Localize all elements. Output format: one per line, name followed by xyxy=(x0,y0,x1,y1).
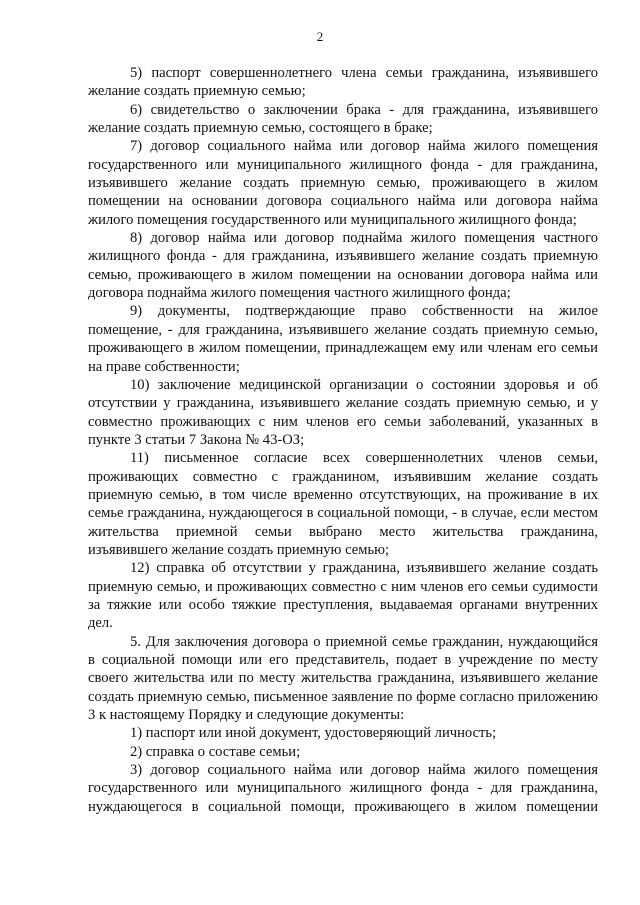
list-item-family-composition: 2) справка о составе семьи; xyxy=(130,743,301,760)
list-item-written-consent: 11) письменное согласие всех совершеннолетних членов семьи, проживающих совместно с гражданином, изъявившим желание создать приемную семью, в том числе временно отсутствующих, на проживание в их семье гражданина, нуждающегося в социальной помощи, - в случае, если местом жительства приемной семьи выбрано место жительства гражданина, изъявившего желание создать приемную семью; xyxy=(88,450,598,558)
document-body xyxy=(88,64,598,816)
list-item-passport-adult-member: 5) паспорт совершеннолетнего члена семьи гражданина, изъявившего желание создать приемную семью; xyxy=(88,65,598,100)
list-item-marriage-certificate: 6) свидетельство о заключении брака - для гражданина, изъявившего желание создать приемную семью, состоящего в браке; xyxy=(88,101,598,137)
list-item-medical-conclusion: 10) заключение медицинской организации о состоянии здоровья и об отсутствии у гражданина, изъявившего желание создать приемную семью, и у совместно проживающих с ним членов его семьи заболеваний, указанных в пункте 3 статьи 7 Закона № 43-ОЗ; xyxy=(88,376,598,448)
list-item-ownership-documents: 9) документы, подтверждающие право собственности на жилое помещение, - для гражданина, изъявившего желание создать приемную семью, проживающего в жилом помещении, принадлежащем ему или членам его семьи на праве собственности; xyxy=(88,303,598,375)
section-5-paragraph: 5. Для заключения договора о приемной семье гражданин, нуждающийся в социальной помощи или его представитель, подает в учреждение по месту своего жительства или по месту жительства гражданина, изъявившего желание создать приемную семью, письменное заявление по форме согласно приложению 3 к настоящему Порядку и следующие документы: xyxy=(88,633,598,724)
page-number: 2 xyxy=(316,29,324,44)
list-item-no-criminal-record: 12) справка об отсутствии у гражданина, изъявившего желание создать приемную семью, и проживающих совместно с ним членов его семьи судимости за тяжкие или особо тяжкие преступления, выдаваемая органами внутренних дел. xyxy=(88,560,598,632)
list-item-lease-agreement-recipient: 3) договор социального найма или договор найма жилого помещения государственного или муниципального жилищного фонда - для гражданина, нуждающегося в социальной помощи, проживающего в жилом помещении xyxy=(88,762,598,815)
list-item-social-lease-agreement: 7) договор социального найма или договор найма жилого помещения государственного или муниципального жилищного фонда - для гражданина, изъявившего желание создать приемную семью, проживающего в жилом помещении на основании договора социального найма или договора найма жилого помещения государственного или муниципального жилищного фонда; xyxy=(88,138,598,228)
list-item-identity-document: 1) паспорт или иной документ, удостоверяющий личность; xyxy=(130,725,497,742)
list-item-private-lease-agreement: 8) договор найма или договор поднайма жилого помещения частного жилищного фонда - для гражданина, изъявившего желание создать приемную семью, проживающего в жилом помещении на основании договора найма или договора поднайма жилого помещения частного жилищного фонда; xyxy=(88,230,598,302)
